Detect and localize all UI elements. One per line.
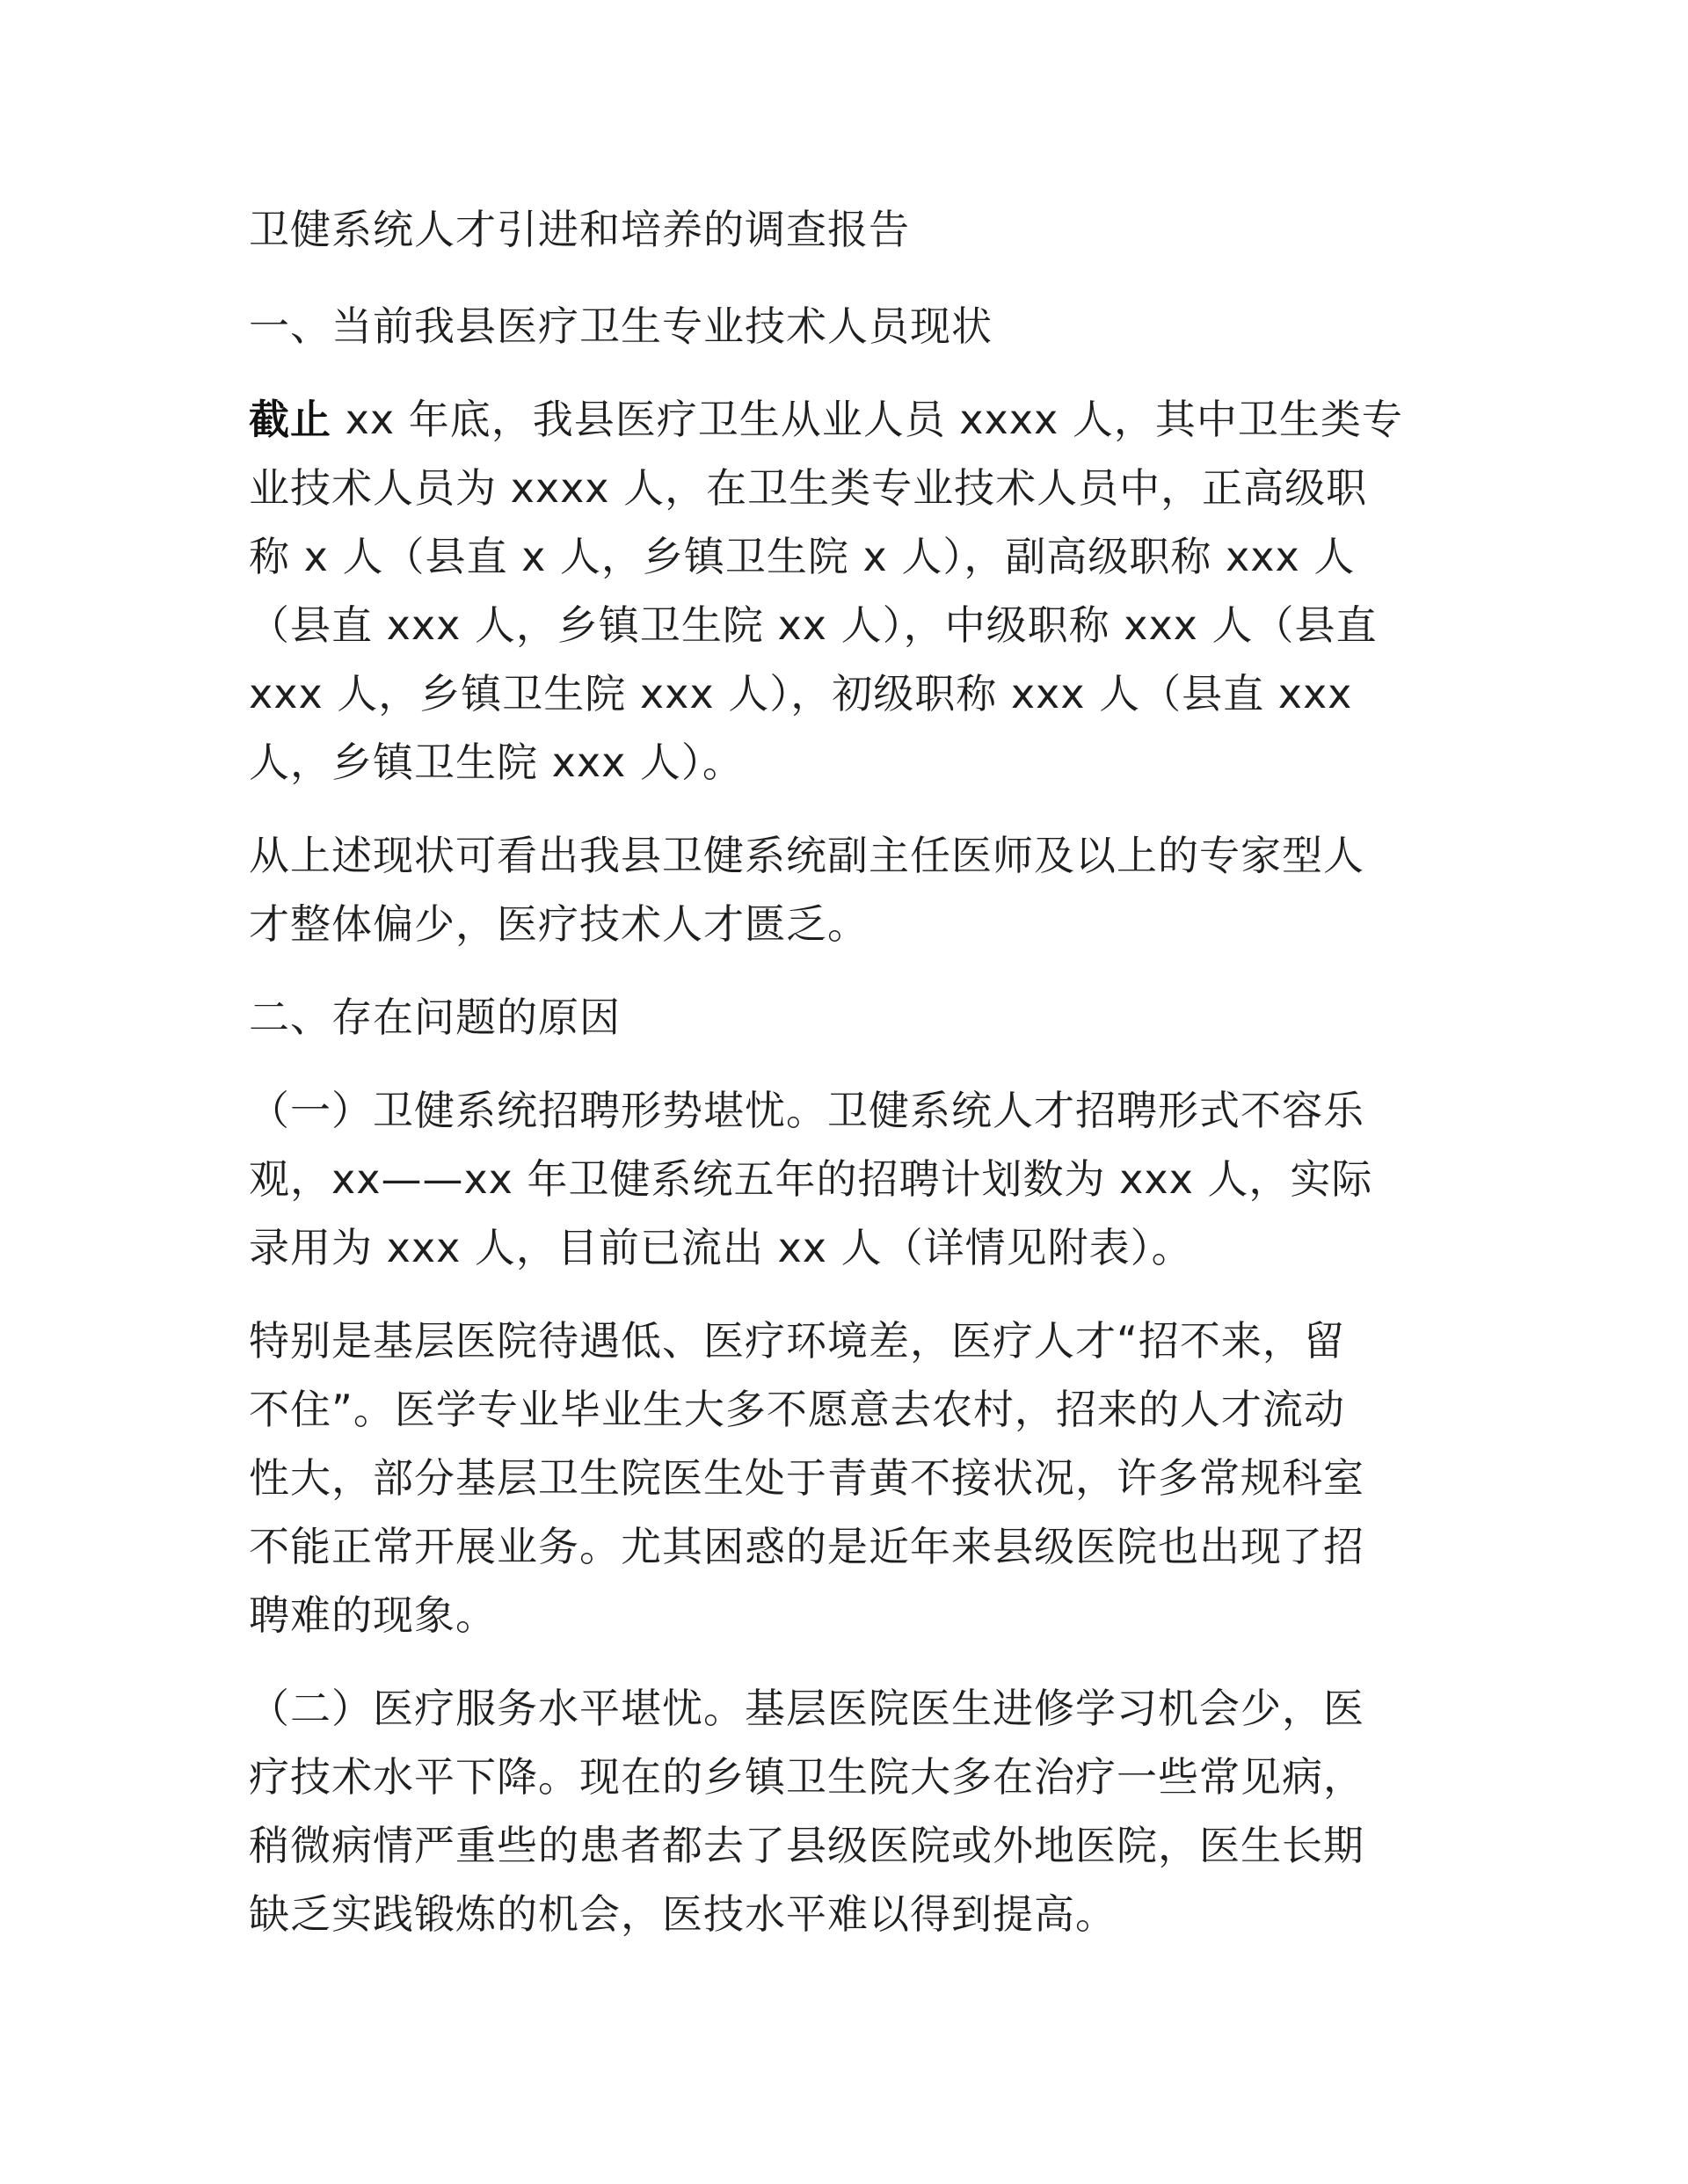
paragraph-line: 疗技术水平下降。现在的乡镇卫生院大多在治疗一些常见病， bbox=[249, 1753, 1364, 1801]
paragraph-grassroots bbox=[249, 1307, 1444, 1649]
paragraph-line: xxx 人，乡镇卫生院 xxx 人），初级职称 xxx 人（县直 xxx bbox=[249, 670, 1353, 717]
paragraph-line: 称 x 人（县直 x 人，乡镇卫生院 x 人），副高级职称 xxx 人 bbox=[249, 533, 1356, 580]
paragraph-lead-word: 截止 bbox=[249, 396, 331, 443]
document-title bbox=[249, 195, 1444, 264]
paragraph-service-level bbox=[249, 1674, 1444, 1948]
section1-heading bbox=[249, 292, 1444, 360]
paragraph-conclusion bbox=[249, 821, 1444, 958]
paragraph-line: （一）卫健系统招聘形势堪忧。卫健系统人才招聘形式不容乐 bbox=[249, 1087, 1364, 1134]
paragraph-line: 聘难的现象。 bbox=[249, 1591, 497, 1639]
title-text: 卫健系统人才引进和培养的调查报告 bbox=[249, 206, 910, 253]
paragraph-staff-status bbox=[249, 385, 1444, 797]
section1-heading-text: 一、当前我县医疗卫生专业技术人员现状 bbox=[249, 302, 993, 350]
paragraph-line: （二）医疗服务水平堪忧。基层医院医生进修学习机会少，医 bbox=[249, 1685, 1364, 1732]
paragraph-line: 不能正常开展业务。尤其困惑的是近年来县级医院也出现了招 bbox=[249, 1523, 1364, 1570]
paragraph-line: 从上述现状可看出我县卫健系统副主任医师及以上的专家型人 bbox=[249, 832, 1364, 879]
section2-heading bbox=[249, 983, 1444, 1052]
paragraph-line: （县直 xxx 人，乡镇卫生院 xx 人），中级职称 xxx 人（县直 bbox=[249, 601, 1378, 649]
document-page bbox=[249, 195, 1444, 1948]
paragraph-line: 不住”。医学专业毕业生大多不愿意去农村，招来的人才流动 bbox=[249, 1386, 1345, 1433]
paragraph-line-text: xx 年底，我县医疗卫生从业人员 xxxx 人，其中卫生类专 bbox=[331, 396, 1403, 443]
paragraph-line: 稍微病情严重些的患者都去了县级医院或外地医院，医生长期 bbox=[249, 1822, 1364, 1869]
paragraph-line: 特别是基层医院待遇低、医疗环境差，医疗人才“招不来，留 bbox=[249, 1317, 1345, 1365]
paragraph-line: 录用为 xxx 人，目前已流出 xx 人（详情见附表）。 bbox=[249, 1224, 1193, 1271]
paragraph-line: 才整体偏少，医疗技术人才匮乏。 bbox=[249, 900, 869, 948]
paragraph-line bbox=[249, 385, 1444, 454]
paragraph-line: 性大，部分基层卫生院医生处于青黄不接状况，许多常规科室 bbox=[249, 1454, 1364, 1502]
paragraph-line: 业技术人员为 xxxx 人，在卫生类专业技术人员中，正高级职 bbox=[249, 464, 1368, 512]
section2-heading-text: 二、存在问题的原因 bbox=[249, 994, 621, 1041]
paragraph-line: 人，乡镇卫生院 xxx 人）。 bbox=[249, 739, 744, 786]
paragraph-line: 观，xx——xx 年卫健系统五年的招聘计划数为 xxx 人，实际 bbox=[249, 1155, 1373, 1203]
paragraph-recruitment bbox=[249, 1076, 1444, 1282]
paragraph-line: 缺乏实践锻炼的机会，医技水平难以得到提高。 bbox=[249, 1890, 1117, 1938]
